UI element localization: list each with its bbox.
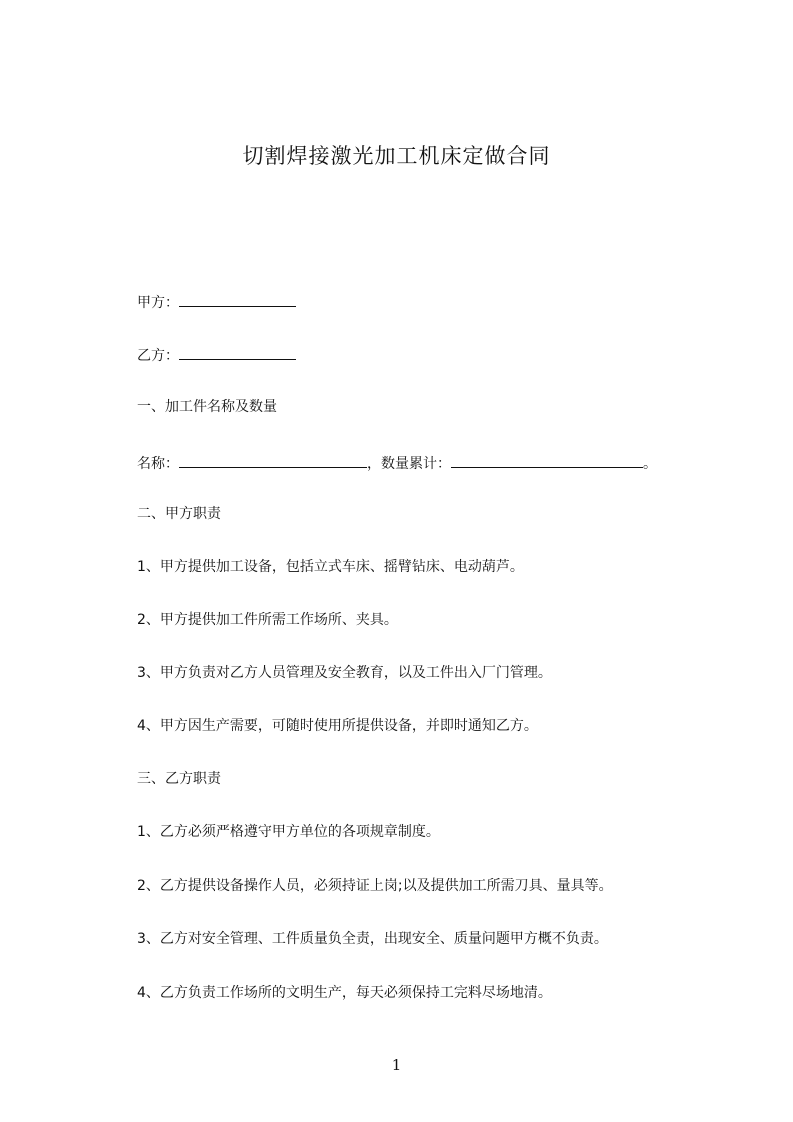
- party-a-line: [137, 291, 296, 313]
- party-b-duty-4: 4、乙方负责工作场所的文明生产，每天必须保持工完料尽场地清。: [137, 985, 552, 1001]
- section-1-heading: 一、加工件名称及数量: [137, 399, 277, 415]
- party-b-line: [137, 344, 296, 366]
- party-b-duty-3: 3、乙方对安全管理、工件质量负全责，出现安全、质量问题甲方概不负责。: [137, 931, 608, 947]
- contract-title: 切割焊接激光加工机床定做合同: [242, 144, 551, 168]
- page-number: 1: [391, 1056, 402, 1074]
- section-3-heading: 三、乙方职责: [137, 771, 221, 787]
- party-b-label: 乙方：: [137, 348, 179, 364]
- party-b-blank: [179, 344, 296, 360]
- party-b-duty-1: 1、乙方必须严格遵守甲方单位的各项规章制度。: [137, 824, 440, 840]
- name-label: 名称：: [137, 456, 179, 472]
- party-a-blank: [179, 291, 296, 307]
- name-quantity-line: [137, 452, 657, 474]
- party-a-label: 甲方：: [137, 295, 179, 311]
- party-a-duty-4: 4、甲方因生产需要，可随时使用所提供设备，并即时通知乙方。: [137, 718, 538, 734]
- section-2-heading: 二、甲方职责: [137, 506, 221, 522]
- party-a-duty-2: 2、甲方提供加工件所需工作场所、夹具。: [137, 612, 398, 628]
- party-a-duty-3: 3、甲方负责对乙方人员管理及安全教育，以及工件出入厂门管理。: [137, 665, 552, 681]
- quantity-end: 。: [643, 456, 657, 472]
- quantity-blank: [451, 452, 643, 468]
- name-blank: [179, 452, 367, 468]
- party-a-duty-1: 1、甲方提供加工设备，包括立式车床、摇臂钻床、电动葫芦。: [137, 559, 524, 575]
- quantity-label: ，数量累计：: [367, 456, 451, 472]
- party-b-duty-2: 2、乙方提供设备操作人员，必须持证上岗;以及提供加工所需刀具、量具等。: [137, 878, 613, 894]
